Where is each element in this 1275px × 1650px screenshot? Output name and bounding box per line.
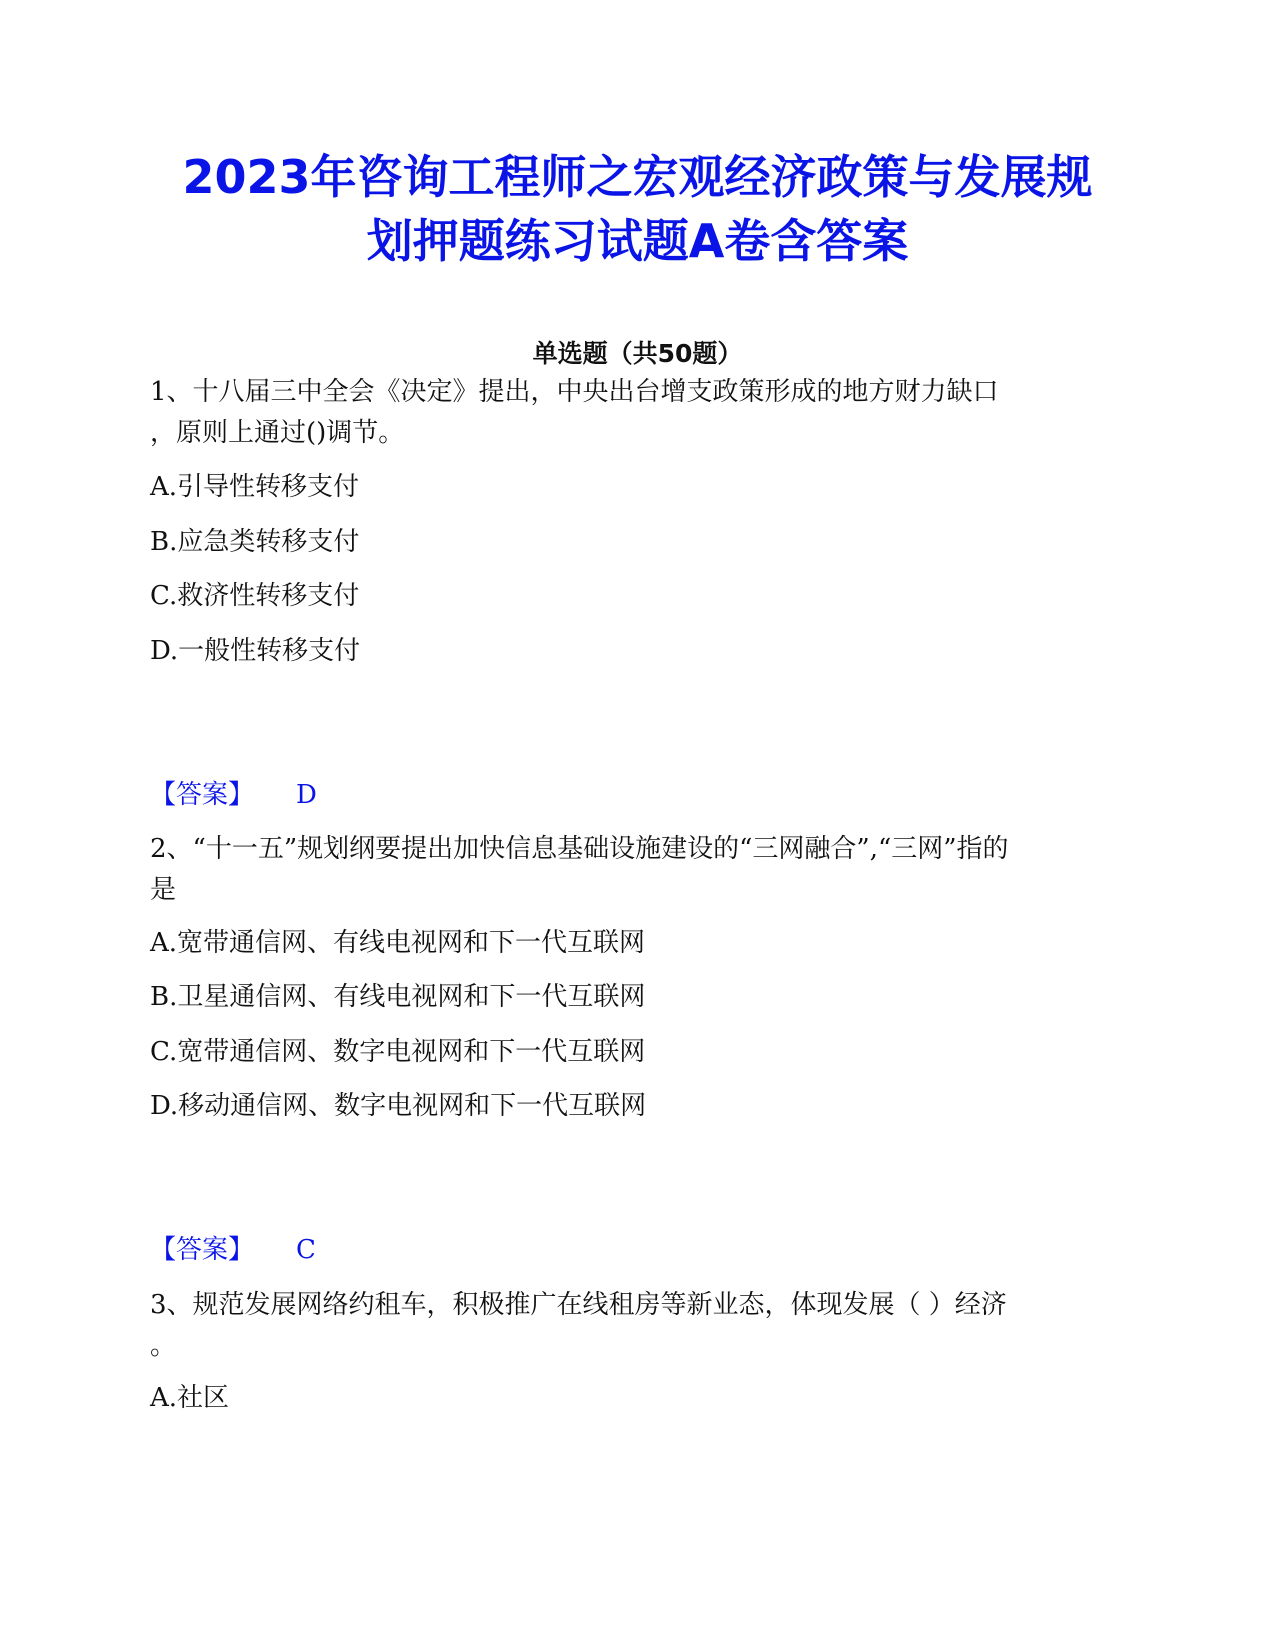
question-3-stem-line-2: 。 bbox=[150, 1331, 177, 1361]
title-line-1: 2023年咨询工程师之宏观经济政策与发展规 bbox=[182, 150, 1093, 204]
question-2-option-c: C.宽带通信网、数字电视网和下一代互联网 bbox=[150, 1037, 646, 1067]
section-heading: 单选题（共50题） bbox=[532, 339, 743, 368]
question-2-option-a: A.宽带通信网、有线电视网和下一代互联网 bbox=[150, 928, 646, 958]
question-2-stem bbox=[150, 829, 1110, 911]
question-1-option-a: A.引导性转移支付 bbox=[150, 472, 360, 502]
answer-value: C bbox=[296, 1235, 316, 1265]
question-3-stem-line-1: 3、规范发展网络约租车，积极推广在线租房等新业态，体现发展（ ）经济 bbox=[150, 1290, 1007, 1320]
question-1-option-b: B.应急类转移支付 bbox=[150, 527, 360, 557]
question-1-answer bbox=[150, 778, 317, 812]
question-1-option-d: D.一般性转移支付 bbox=[150, 636, 361, 666]
document-title bbox=[120, 145, 1155, 273]
question-3-stem bbox=[150, 1285, 1110, 1367]
question-2-option-b: B.卫星通信网、有线电视网和下一代互联网 bbox=[150, 982, 646, 1012]
question-2-stem-line-2: 是 bbox=[150, 875, 177, 905]
question-1-stem bbox=[150, 372, 1110, 454]
answer-label: 【答案】 bbox=[150, 1235, 255, 1265]
question-2-stem-line-1: 2、“十一五”规划纲要提出加快信息基础设施建设的“三网融合”,“三网”指的 bbox=[150, 834, 1009, 864]
question-2-answer bbox=[150, 1233, 316, 1267]
question-2-option-d: D.移动通信网、数字电视网和下一代互联网 bbox=[150, 1091, 647, 1121]
answer-label: 【答案】 bbox=[150, 780, 255, 810]
question-1-stem-line-1: 1、十八届三中全会《决定》提出，中央出台增支政策形成的地方财力缺口 bbox=[150, 377, 999, 407]
question-1-option-c: C.救济性转移支付 bbox=[150, 581, 360, 611]
question-1-stem-line-2: ，原则上通过()调节。 bbox=[150, 418, 405, 448]
title-line-2: 划押题练习试题A卷含答案 bbox=[366, 214, 909, 268]
answer-value: D bbox=[296, 780, 317, 810]
question-3-option-a: A.社区 bbox=[150, 1383, 230, 1413]
